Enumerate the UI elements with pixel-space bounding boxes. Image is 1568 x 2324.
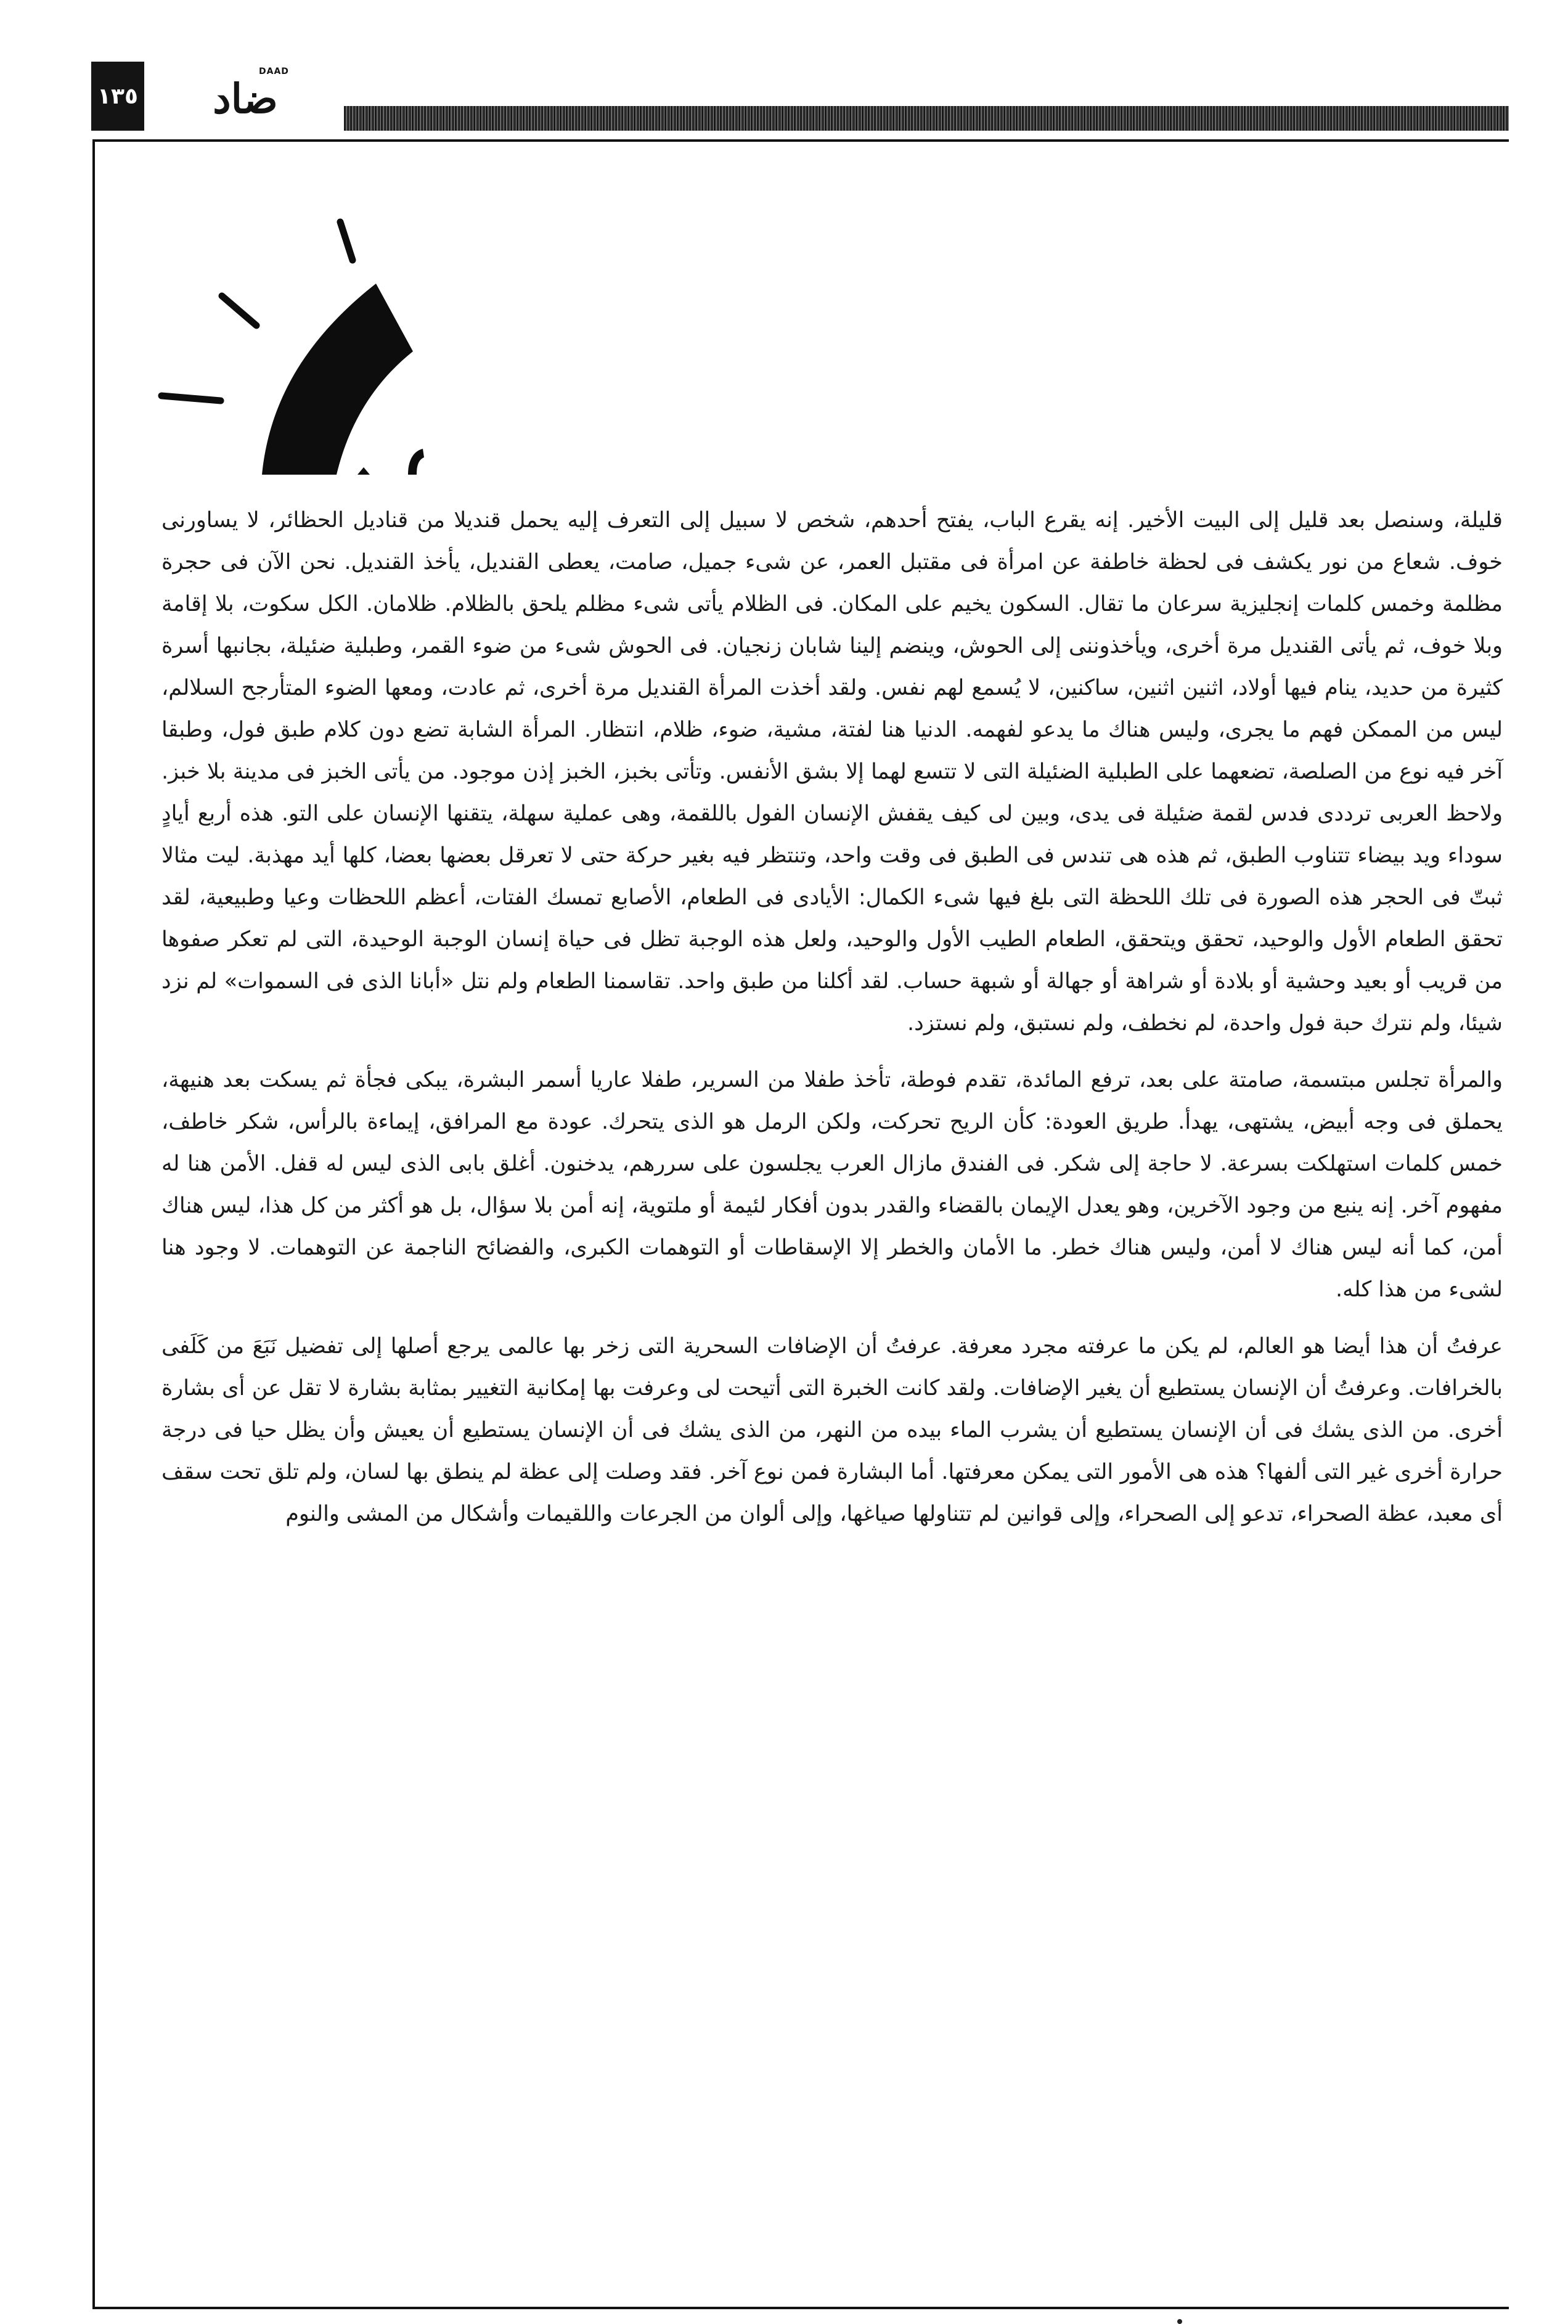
logo-wordmark: ضاد <box>213 75 278 123</box>
sun-base-mark-left <box>357 467 370 475</box>
frame-top-rule <box>92 139 1509 142</box>
sun-arc-icon <box>154 203 462 487</box>
page-header <box>91 62 1509 131</box>
sun-ray-left <box>161 396 221 401</box>
footer-dot <box>1177 2319 1182 2324</box>
article-paragraph: والمرأة تجلس مبتسمة، صامتة على بعد، ترفع المائدة، تقدم فوطة، تأخذ طفلا من السرير، طفلا عاريا أسمر البشرة، يبكى فجأة ثم يسكت بعد هنيهة، يحملق فى وجه أبيض، يشتهى، يهدأ. طريق العودة: كأن الريح تحركت، ولكن الرمل هو الذى يتحرك. عودة مع المرافق، إيماءة بالرأس، شكر خاطف، خمس كلمات استهلكت بسرعة. لا حاجة إلى شكر. فى الفندق مازال العرب يجلسون على سررهم، يدخنون. أغلق بابى الذى ليس له قفل. الأمن هنا له مفهوم آخر. إنه ينبع من وجود الآخرين، وهو يعدل الإيمان بالقضاء والقدر بدون أفكار لئيمة أو ملتوية، إنه أمن بلا سؤال، بل هو أكثر من كل هذا، ليس هناك أمن، كما أنه ليس هناك لا أمن، وليس هناك خطر. ما الأمان والخطر إلا الإسقاطات أو التوهمات الكبرى، والفضائح الناجمة عن التوهمات. لا وجود هنا لشىء من هذا كله. <box>161 1068 1503 1302</box>
sun-ray-upper-left <box>222 296 256 325</box>
header-texture-band <box>344 106 1509 131</box>
sun-base-mark-right <box>408 449 424 475</box>
article-body <box>161 499 1503 1550</box>
sun-arc <box>262 284 413 475</box>
logo-latin-text: DAAD <box>259 67 289 76</box>
article-paragraph: قليلة، وسنصل بعد قليل إلى البيت الأخير. إنه يقرع الباب، يفتح أحدهم، شخص لا سبيل إلى التعرف إليه يحمل قنديلا من قناديل الحظائر، لا يساورنى خوف. شعاع من نور يكشف فى لحظة خاطفة عن امرأة فى مقتبل العمر، عن شىء جميل، صامت، يعطى القنديل، يأخذ القنديل. نحن الآن فى حجرة مظلمة وخمس كلمات إنجليزية سرعان ما تقال. السكون يخيم على المكان. فى الظلام يأتى شىء مظلم يلحق بالظلام. ظلامان. الكل سكوت، بلا إقامة وبلا خوف، ثم يأتى القنديل مرة أخرى، ويأخذوننى إلى الحوش، وينضم إلينا شابان زنجيان. فى الحوش شىء من ضوء القمر، وطبلية ضئيلة، بجانبها أسرة كثيرة من حديد، ينام فيها أولاد، اثنين اثنين، ساكنين، لا يُسمع لهم نفس. ولقد أخذت المرأة القنديل مرة أخرى، ثم عادت، ومعها الضوء المتأرجح السلالم، ليس من الممكن فهم ما يجرى، وليس هناك ما يدعو لفهمه. الدنيا هنا لفتة، مشية، ضوء، ظلام، انتظار. المرأة الشابة تضع دون كلام طبق فول، وطبقا آخر فيه نوع من الصلصة، تضعهما على الطبلية الضئيلة التى لا تتسع لهما إلا بشق الأنفس. وتأتى بخبز، الخبز إذن موجود. من يأتى الخبز فى مدينة بلا خبز. ولاحظ العربى ترددى فدس لقمة ضئيلة فى يدى، وبين لى كيف يقفش الإنسان الفول باللقمة، وهى عملية سهلة، يتقنها الإنسان على التو. هذه أربع أيادٍ سوداء ويد بيضاء تتناوب الطبق، ثم هذه هى تندس فى الطبق فى وقت واحد، وتنتظر فيه بغير حركة حتى لا تعرقل بعضها بعضا، كلها أيد مهذبة. ليت مثالا ثبتّ فى الحجر هذه الصورة فى تلك اللحظة التى بلغ فيها شىء الكمال: الأيادى فى الطعام، الأصابع تمسك الفتات، أعظم اللحظات وعيا وطبيعية، لقد تحقق الطعام الأول والوحيد، تحقق ويتحقق، الطعام الطيب الأول والوحيد، ولعل هذه الوجبة تظل فى حياة إنسان الوجبة الوحيدة، التى لم تعكر صفوها من قريب أو بعيد وحشية أو بلادة أو شراهة أو جهالة أو شبهة حساب. لقد أكلنا من طبق واحد. تقاسمنا الطعام ولم نتل «أبانا الذى فى السموات» لم نزد شيئا، ولم نترك حبة فول واحدة، لم نخطف، ولم نستبق، ولم نستزد. <box>161 508 1503 1036</box>
magazine-logo <box>153 62 338 131</box>
article-paragraph: عرفتُ أن هذا أيضا هو العالم، لم يكن ما عرفته مجرد معرفة. عرفتُ أن الإضافات السحرية التى زخر بها عالمى يرجع أصلها إلى تفضيل نَبَعَ من كَلَفى بالخرافات. وعرفتُ أن الإنسان يستطيع أن يغير الإضافات. ولقد كانت الخبرة التى أتيحت لى وعرفت بها إمكانية التغيير بمثابة بشارة لا تقل عن أى بشارة أخرى. من الذى يشك فى أن الإنسان يستطيع أن يشرب الماء بيده من النهر، من الذى يشك فى أن الإنسان يستطيع أن يعيش وأن يظل حيا فى درجة حرارة أخرى غير التى ألفها؟ هذه هى الأمور التى يمكن معرفتها. أما البشارة فمن نوع آخر. فقد وصلت إلى عظة لم ينطق بها لسان، ولم تلق تحت سقف أى معبد، عظة الصحراء، تدعو إلى الصحراء، وإلى قوانين لم تتناولها صياغها، وإلى ألوان من الجرعات واللقيمات وأشكال من المشى والنوم <box>161 1334 1503 1526</box>
sun-ray-top <box>340 222 353 260</box>
frame-bottom-rule <box>92 2307 1509 2309</box>
frame-left-rule <box>92 139 95 2309</box>
page-number: ١٣٥ <box>91 62 144 131</box>
